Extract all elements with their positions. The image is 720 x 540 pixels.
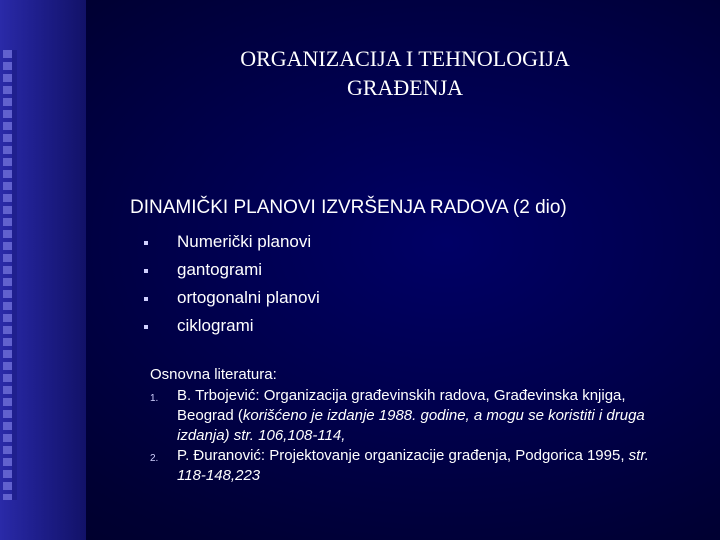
list-item-text: ciklogrami (177, 316, 254, 335)
literature-item-text: P. Đuranović: Projektovanje organizacije građenja, Podgorica 1995, (177, 447, 629, 464)
bullet-icon (144, 325, 148, 329)
slide-subtitle: DINAMIČKI PLANOVI IZVRŠENJA RADOVA (2 dio) (130, 197, 567, 218)
list-item (150, 284, 320, 312)
bullet-list (150, 228, 320, 340)
bullet-icon (144, 241, 148, 245)
bullet-icon (144, 297, 148, 301)
list-item (150, 312, 320, 340)
literature-item-number: 1. (150, 393, 159, 404)
literature-item-italic: str. 118-148,223 (177, 447, 649, 484)
literature-item-number: 2. (150, 453, 159, 464)
list-item (150, 256, 320, 284)
decorative-squares-overlay (3, 50, 17, 500)
literature-item-italic: korišćeno je izdanje 1988. godine, a mogu se koristiti i druga izdanja) str. 106,108-114, (177, 407, 645, 444)
bullet-icon (144, 269, 148, 273)
literature-item (150, 446, 650, 486)
literature-item (150, 386, 650, 446)
decorative-left-band (0, 0, 86, 540)
slide-title-line1: ORGANIZACIJA I TEHNOLOGIJA (240, 46, 570, 71)
list-item-text: ortogonalni planovi (177, 288, 320, 307)
literature-section (150, 365, 650, 486)
slide-title (140, 44, 670, 102)
literature-item-text: B. Trbojević: Organizacija građevinskih radova, Građevinska knjiga, Beograd ( (177, 387, 626, 424)
literature-heading: Osnovna literatura: (150, 366, 277, 383)
slide-title-line2: GRAĐENJA (346, 75, 464, 100)
list-item-text: gantogrami (177, 260, 263, 279)
list-item-text: Numerički planovi (177, 232, 312, 251)
list-item (150, 228, 320, 256)
